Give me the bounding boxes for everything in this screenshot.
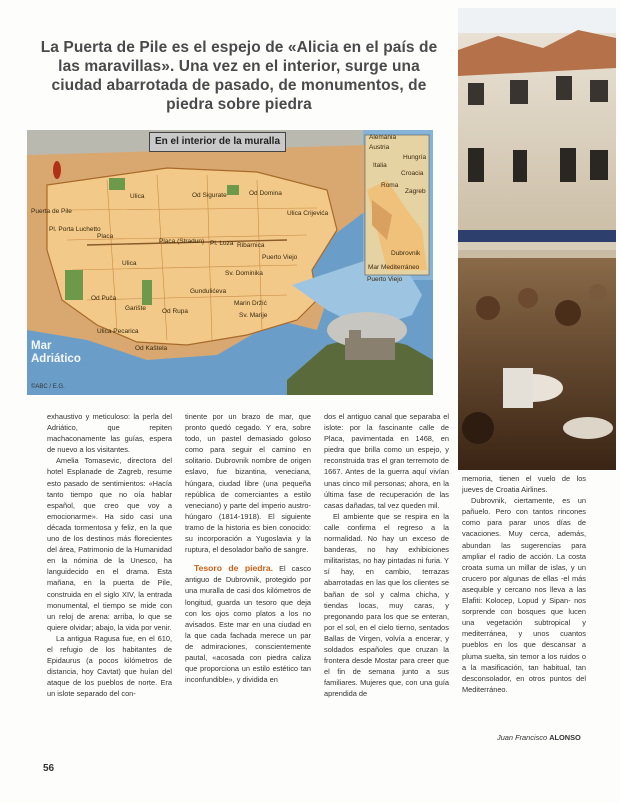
- paragraph: exhaustivo y meticuloso: la perla del Adriático, que repiten machaconamente las guías, espera de nuevo a los visitantes.: [47, 412, 172, 455]
- map-label: Ribarnica: [237, 242, 265, 249]
- inset-label: Hungría: [403, 154, 427, 161]
- text-column-3: [324, 411, 449, 699]
- author-byline: Juan Francisco ALONSO: [497, 733, 581, 742]
- map-label: Marin Držić: [234, 300, 267, 307]
- map-label: Gundulićeva: [190, 288, 227, 295]
- photo-illustration: [458, 8, 616, 470]
- map-label: Puerto Viejo: [262, 254, 298, 261]
- inset-label: Austria: [369, 144, 390, 151]
- inset-label: Roma: [381, 182, 399, 189]
- map-label: Ulica: [130, 193, 145, 200]
- paragraph: Tesoro de piedra. El casco antiguo de Dubrovnik, protegido por una muralla de casi dos kilómetros de longitud, guarda un tesoro que deja con los ojos como platos a los no avisados. Este mar en una ciudad en la que cada fachada merece un par de admiraciones, conscientemente pautal, «acosada con piedra caliza que proporciona un estilo estético tan inconfundible», y dividida en: [185, 563, 311, 685]
- paragraph: tinente por un brazo de mar, que pronto quedó cegado. Y era, sobre todo, un pastel demasiado goloso como para seguir el camino en solitario. Dubrovnik nombre de origen eslavo, fue bizantina, veneciana, húngara, ciudad libre (una pequeña república de comerciantes a estilo veneciano) y parte del imperio austro-húngaro (1814-1918). El siguiente tramo de la historia es bien conocido: su incorporación a Yugoslavia y la ruptura, el desolador baño de sangre.: [185, 412, 311, 555]
- headline: La Puerta de Pile es el espejo de «Alicia en el país de las maravillas». Una vez en el interior, surge una ciudad abarrotada de pasado, de monumentos, de piedra sobre piedra: [40, 39, 438, 113]
- page-number: 56: [43, 763, 55, 774]
- inset-label: Italia: [373, 162, 387, 169]
- map-label: Sv. Dominika: [225, 270, 263, 277]
- city-map: [27, 130, 433, 395]
- inset-label: Dubrovnik: [391, 250, 421, 257]
- inset-label: Croacia: [401, 170, 424, 177]
- subheading: Tesoro de piedra.: [194, 563, 273, 574]
- map-title: En el interior de la muralla: [149, 132, 286, 152]
- map-label: Od Rupa: [162, 308, 189, 315]
- map-label: Pl. Luza: [210, 240, 234, 247]
- paragraph: Dubrovnik, ciertamente, es un pañuelo. Pero con tantos rincones como para parar unos días de vacaciones. Muy cerca, además, abundan las sugerencias para ampliar el radio de acción. La costa croata suma un millar de islas, y un crucero por algunas de ellas -el más asequible y cercano nos lleva a las Elafiti: Kolocep, Lopud y Sipan- nos sorprende con bosques que lucen una vegetación subtropical y mediterránea, y unos cuantos pueblos en los que descansar a pluma suelta, sin temor a los ruidos o a la masificación, tan habitual, tan desconsolador, en otros puntos del Mediterráneo.: [462, 496, 586, 694]
- map-graphic: [27, 130, 433, 395]
- paragraph: Amelia Tomasevic, directora del hotel Esplanade de Zagreb, resume esto pasado de sentimientos: «Hacía tanto tiempo que no oía hablar español, que creo que voy a emocionarme». Ha sido casi una década tormentosa y feliz, en la que uno de los destinos más florecientes del área, Patrimonio de la Humanidad en la nómina de la Unesco, ha languidecido en el drama. Esta mañana, en la puerta de Pile, construida en el siglo XIV, la entrada monumental, el tiempo se mide con un reloj de arena: arriba, lo que se quiere olvidar; abajo, la vida por venir.: [47, 456, 172, 632]
- map-label: Od Domina: [249, 190, 282, 197]
- map-label: Puerta de Pile: [31, 208, 72, 215]
- map-label: Od Puča: [91, 295, 117, 302]
- paragraph: dos el antiguo canal que separaba el islote: por la fascinante calle de Placa, pavimentada en 1468, en piedra que brilla como un espejo, y reconstruida tras el gran terremoto de 1667. Antes de la guerra aquí vivían unas cinco mil personas; ahora, en la última fase de recuperación de las casas dañadas, tal vez queden mil.: [324, 412, 449, 510]
- map-label: Sv. Marije: [239, 312, 268, 319]
- paragraph: El ambiente que se respira en la calle confirma el regreso a la normalidad. No hay un exceso de banderas, no hay exhibiciones militaristas, no hay pintadas ni furia. Y sí hay, en cambio, terrazas abarrotadas en las que los clientes se bañan de sol y calma chicha, y tiendas locas, muy caras, y pregonando para los que se enteran, por el sol, en el cielo tierno, sentados Ballas de Virgen, volvía a encerar, y soldados españoles que cruzan la frontera desde Mostar para creer que el fin de semana junto a sus familiares. Mujeres que, con una guía aprendida de: [324, 511, 449, 699]
- inset-label: Alemania: [369, 134, 397, 141]
- text-column-4: [462, 473, 586, 695]
- inset-label: Zagreb: [405, 188, 426, 195]
- text-column-1: [47, 411, 172, 699]
- map-credit: ©ABC / E.G.: [31, 384, 65, 390]
- map-label: Ulica Pecarica: [97, 328, 139, 335]
- map-label: Ulica Crijevića: [287, 210, 329, 217]
- map-label: Ulica: [122, 260, 137, 267]
- map-label: Od Kaštela: [135, 345, 168, 352]
- inset-label: Puerto Viejo: [367, 276, 403, 283]
- street-cafe-photo: [458, 8, 616, 470]
- text-column-2: [185, 411, 311, 685]
- inset-label: Mar Mediterráneo: [368, 264, 420, 271]
- paragraph: La antigua Ragusa fue, en el 610, el refugio de los habitantes de Epidaurus (a pocos kilómetros de distancia, hoy Cavtat) que huían del ataque de los pueblos de norte. Era un islote separado del con-: [47, 633, 172, 699]
- paragraph: memoria, tienen el vuelo de los jueves de Croatia Airlines.: [462, 474, 586, 495]
- map-label: Placa (Stradun): [159, 238, 205, 245]
- map-label: Placa: [97, 233, 114, 240]
- sea-label: Mar Adriático: [31, 340, 81, 365]
- map-label: Garište: [125, 305, 146, 312]
- map-label: Od Sigurate: [192, 192, 227, 199]
- map-label: Pl. Porta Luchetto: [49, 226, 101, 233]
